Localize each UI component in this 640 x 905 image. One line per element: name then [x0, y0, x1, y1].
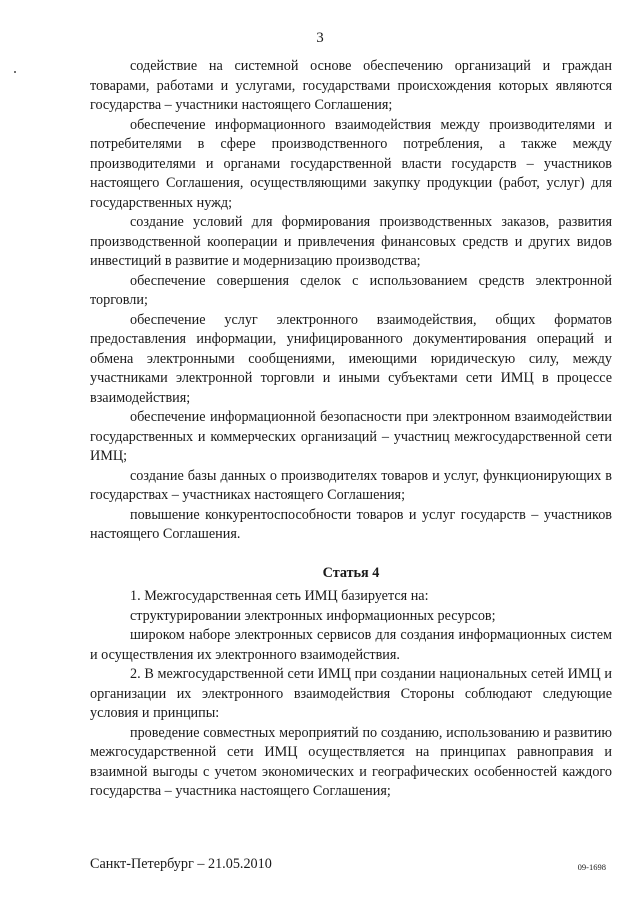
scan-speck	[14, 71, 16, 73]
page-number: 3	[316, 30, 324, 46]
paragraph: повышение конкурентоспособности товаров и услуг государств – участников настоящего Соглашения.	[90, 506, 612, 542]
footer-city-date: Санкт-Петербург – 21.05.2010	[90, 856, 272, 872]
paragraph: широком наборе электронных сервисов для создания информационных систем и осуществления их электронного взаимодействия.	[90, 627, 612, 663]
document-body	[90, 57, 612, 802]
paragraph: 2. В межгосударственной сети ИМЦ при создании национальных сетей ИМЦ и организации их электронного взаимодействия Стороны соблюдают следующие условия и принципы:	[90, 666, 612, 721]
article-heading: Статья 4	[322, 564, 380, 581]
paragraph: 1. Межгосударственная сеть ИМЦ базируется на:	[130, 588, 429, 604]
paragraph: проведение совместных мероприятий по созданию, использованию и развитию межгосударственной сети ИМЦ осуществляется на принципах равноправия и взаимной выгоды с учетом экономических и географических особенностей каждого государства – участника настоящего Соглашения;	[90, 724, 612, 799]
paragraph: обеспечение информационного взаимодействия между производителями и потребителями в сфере производственного потребления, а также между производителями и органами государственной власти государств – участников настоящего Соглашения, осуществляющими закупку продукции (работ, услуг) для государственных нужд;	[90, 116, 612, 211]
footer-doc-code: 09-1698	[577, 862, 606, 872]
paragraph: содействие на системной основе обеспечению организаций и граждан товарами, работами и услугами, государствами происхождения которых являются государства – участники настоящего Соглашения;	[90, 58, 612, 113]
paragraph: обеспечение информационной безопасности при электронном взаимодействии государственных и коммерческих организаций – участниц межгосударственной сети ИМЦ;	[90, 409, 612, 464]
paragraph: создание условий для формирования производственных заказов, развития производственной кооперации и привлечения финансовых средств и других видов инвестиций в развитие и модернизацию производства;	[90, 214, 612, 269]
paragraph: создание базы данных о производителях товаров и услуг, функционирующих в государствах – участниках настоящего Соглашения;	[90, 467, 612, 503]
paragraph: структурировании электронных информационных ресурсов;	[130, 607, 496, 624]
paragraph: обеспечение совершения сделок с использованием средств электронной торговли;	[90, 272, 612, 308]
paragraph: обеспечение услуг электронного взаимодействия, общих форматов предоставления информации, унифицированного документирования операций и обмена электронными сообщениями, имеющими юридическую силу, между участниками электронной торговли и иными субъектами сети ИМЦ в процессе взаимодействия;	[90, 311, 612, 406]
